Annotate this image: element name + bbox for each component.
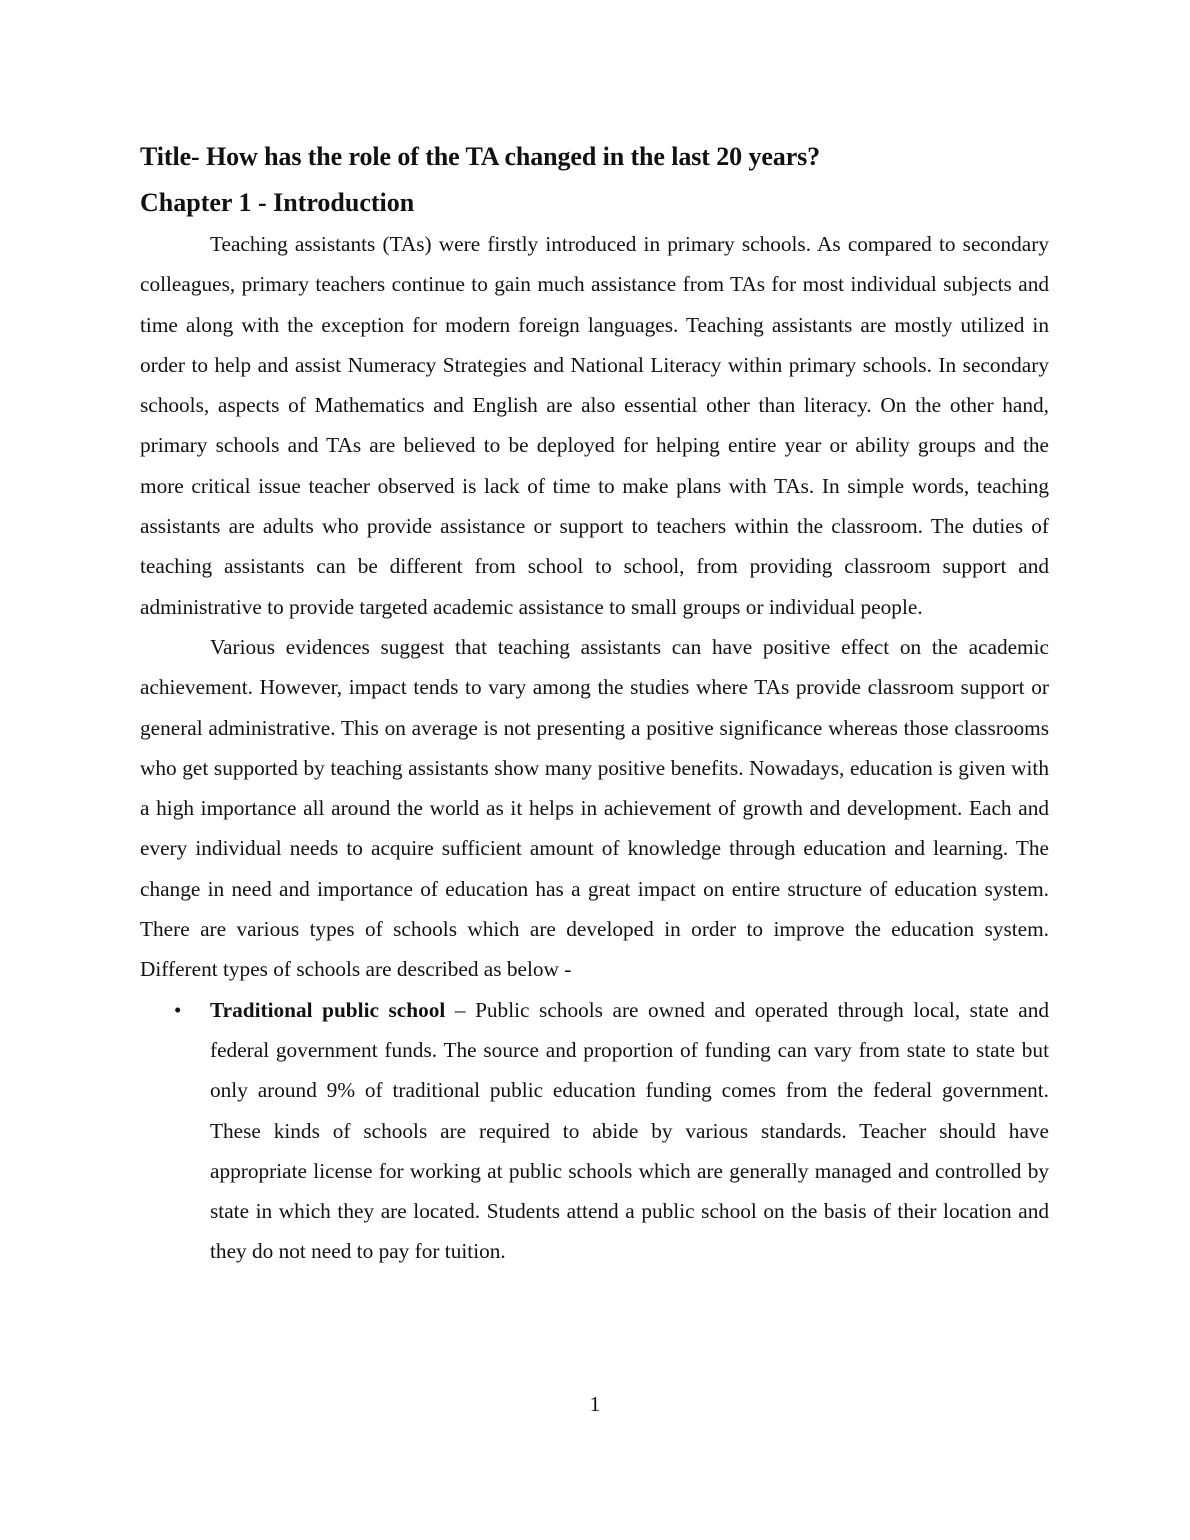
list-item-text: – Public schools are owned and operated through local, state and federal government funds. The source and proportion of funding can vary from state to state but only around 9% of traditional public education funding comes from the federal government. These kinds of schools are required to abide by various standards. Teacher should have appropriate license for working at public schools which are generally managed and controlled by state in which they are located. Students attend a public school on the basis of their location and they do not need to pay for tuition. <box>210 997 1049 1264</box>
body-paragraph: Teaching assistants (TAs) were firstly introduced in primary schools. As compared to secondary colleagues, primary teachers continue to gain much assistance from TAs for most individual subjects and time along with the exception for modern foreign languages. Teaching assistants are mostly utilized in order to help and assist Numeracy Strategies and National Literacy within primary schools. In secondary schools, aspects of Mathematics and English are also essential other than literacy. On the other hand, primary schools and TAs are believed to be deployed for helping entire year or ability groups and the more critical issue teacher observed is lack of time to make plans with TAs. In simple words, teaching assistants are adults who provide assistance or support to teachers within the classroom. The duties of teaching assistants can be different from school to school, from providing classroom support and administrative to provide targeted academic assistance to small groups or individual people. <box>140 232 1049 619</box>
page-number: 1 <box>589 1392 601 1416</box>
list-item-term: Traditional public school <box>210 997 446 1022</box>
school-types-list <box>140 990 1049 1272</box>
body-paragraph: Various evidences suggest that teaching assistants can have positive effect on the academic achievement. However, impact tends to vary among the studies where TAs provide classroom support or general administrative. This on average is not presenting a positive significance whereas those classrooms who get supported by teaching assistants show many positive benefits. Nowadays, education is given with a high importance all around the world as it helps in achievement of growth and development. Each and every individual needs to acquire sufficient amount of knowledge through education and learning. The change in need and importance of education has a great impact on entire structure of education system. There are various types of schools which are developed in order to improve the education system. Different types of schools are described as below - <box>140 634 1049 982</box>
list-item <box>140 990 1049 1272</box>
bullet-icon: • <box>174 997 182 1022</box>
page-content <box>140 138 1049 1272</box>
document-title: Title- How has the role of the TA changed in the last 20 years? <box>140 142 821 171</box>
chapter-heading: Chapter 1 - Introduction <box>140 188 415 217</box>
